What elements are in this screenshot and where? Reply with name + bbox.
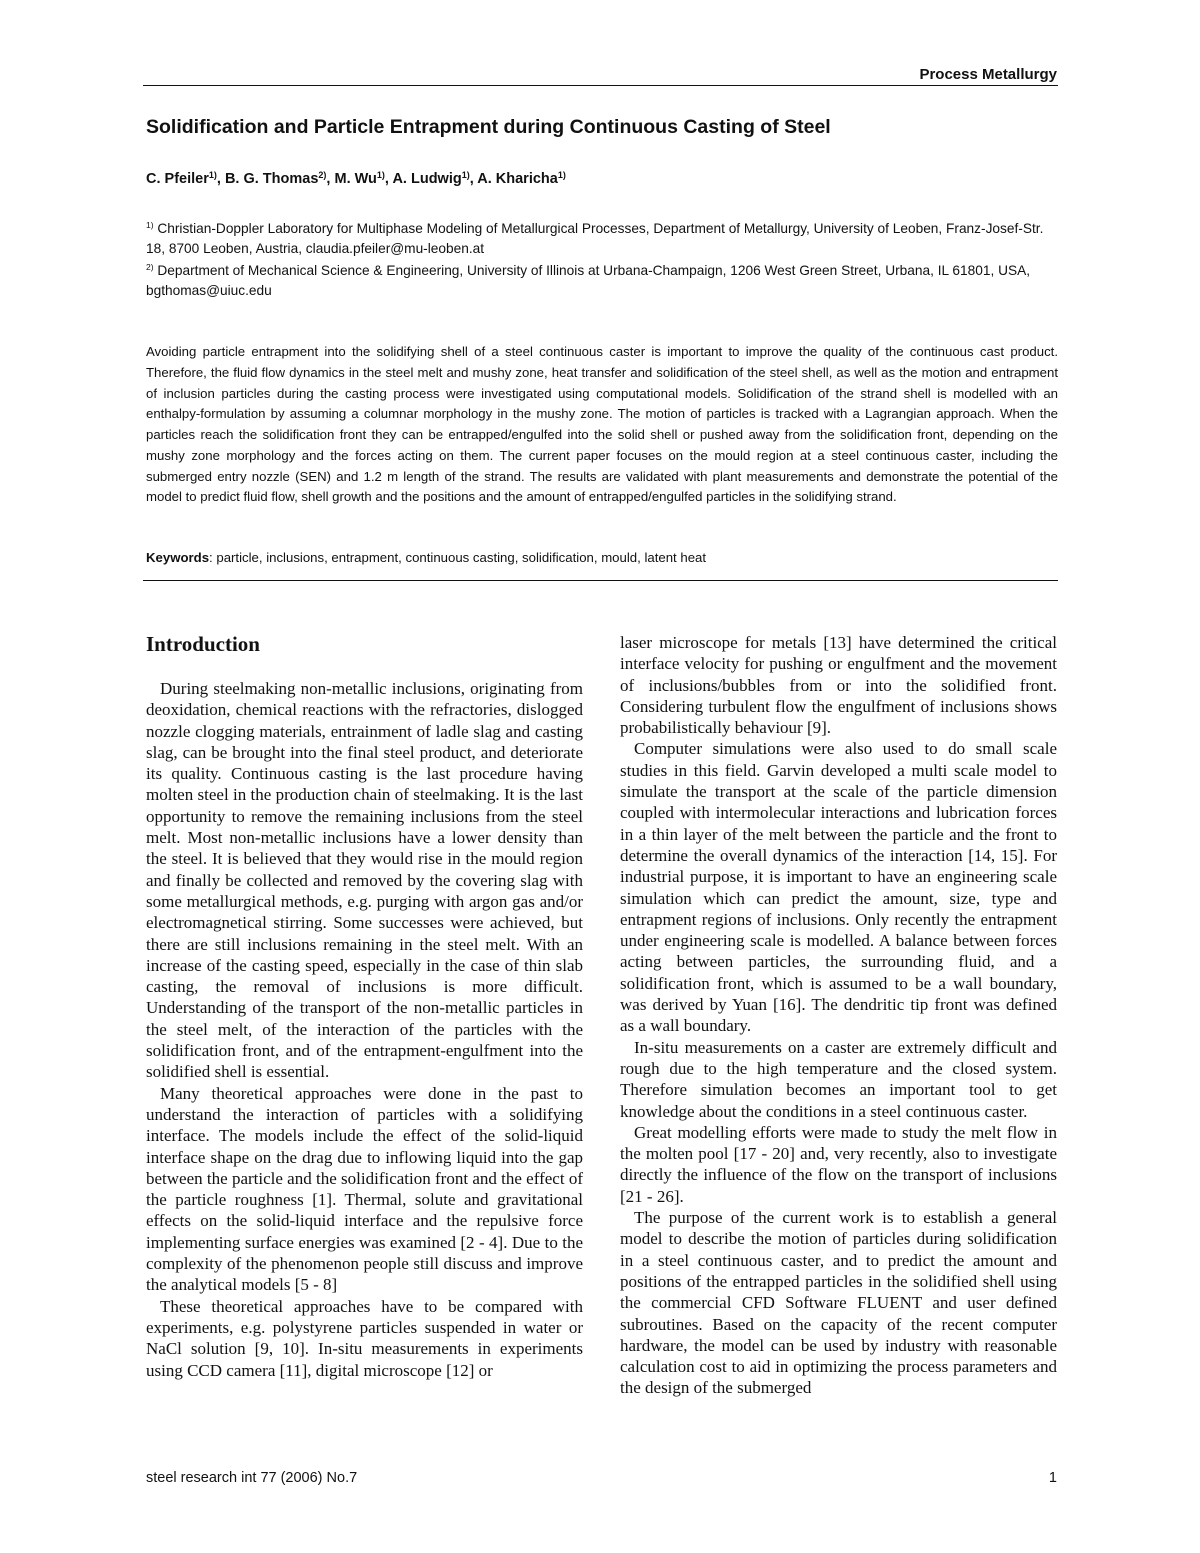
paragraph: Great modelling efforts were made to study the melt flow in the molten pool [17 - 20] and, very recently, also to investigate directly the influence of the flow on the transport of inclusions [21 - 26]. bbox=[620, 1122, 1057, 1206]
keywords-label: Keywords bbox=[146, 550, 210, 565]
abstract: Avoiding particle entrapment into the solidifying shell of a steel continuous caster is important to improve the quality of the continuous cast product. Therefore, the fluid flow dynamics in the steel melt and mushy zone, heat transfer and solidification of the steel shell, as well as the motion and entrapment of inclusion particles during the casting process were investigated using computational models. Solidification of the strand shell is modelled with an enthalpy-formulation by assuming a columnar morphology in the mushy zone. The motion of particles is tracked with a Lagrangian approach. When the particles reach the solidification front they can be entrapped/engulfed into the solid shell or pushed away from the solidification front, depending on the mushy zone morphology and the forces acting on them. The current paper focuses on the mould region at a steel continuous caster, including the submerged entry nozzle (SEN) and 1.2 m length of the strand. The results are validated with plant measurements and demonstrate the potential of the model to predict fluid flow, shell growth and the positions and the amount of entrapped/engulfed particles in the solidifying strand. bbox=[146, 344, 1058, 505]
paragraph: laser microscope for metals [13] have determined the critical interface velocity for pushing or engulfment and the movement of inclusions/bubbles from or into the solidified front. Considering turbulent flow the engulfment of inclusions shows probabilistically behaviour [9]. bbox=[620, 633, 1057, 738]
author-separator: , bbox=[216, 171, 225, 187]
footer-journal: steel research int 77 (2006) No.7 bbox=[146, 1470, 358, 1486]
affiliation-text: Department of Mechanical Science & Engineering, University of Illinois at Urbana-Champaign, 1206 West Green Street, Urbana, IL 61801, USA, bgthomas@uiuc.edu bbox=[146, 263, 1031, 298]
author-name: A. Ludwig bbox=[392, 171, 462, 187]
running-header: Process Metallurgy bbox=[919, 66, 1057, 83]
paragraph: Many theoretical approaches were done in the past to understand the interaction of particles with a solidifying interface. The models include the effect of the solid-liquid interface shape on the drag due to inflowing liquid into the gap between the particle and the solidification front and the effect of the particle roughness [1]. Thermal, solute and gravitational effects on the solid-liquid interface and the repulsive force implementing surface energies was examined [2 - 4]. Due to the complexity of the phenomenon people still discuss and improve the analytical models [5 - 8] bbox=[146, 1083, 583, 1295]
author-separator: , bbox=[469, 171, 478, 187]
paragraph: During steelmaking non-metallic inclusions, originating from deoxidation, chemical reactions with the refractories, dislogged nozzle clogging materials, entrainment of ladle slag and casting slag, can be brought into the final steel product, and deteriorate its quality. Continuous casting is the last procedure having molten steel in the production chain of steelmaking. It is the last opportunity to remove the remaining inclusions from the steel melt. Most non-metallic inclusions have a lower density than the steel. It is believed that they would rise in the mould region and finally be collected and removed by the covering slag with some metallurgical methods, e.g. purging with argon gas and/or electromagnetical stirring. Some successes were achieved, but there are still inclusions remaining in the steel melt. With an increase of the casting speed, especially in the case of thin slab casting, the removal of inclusions is more difficult. Understanding of the transport of the non-metallic particles in the steel melt, of the interaction of the particles with the solidification front, and of the entrapment-engulfment into the solidified shell is essential. bbox=[146, 679, 583, 1082]
text-column-left bbox=[146, 678, 583, 1381]
author-name: M. Wu bbox=[334, 171, 377, 187]
affiliation-1 bbox=[146, 219, 1058, 259]
section-heading-introduction: Introduction bbox=[146, 632, 260, 656]
author-list bbox=[146, 171, 566, 187]
affiliation-2 bbox=[146, 261, 1058, 301]
keywords bbox=[146, 550, 1058, 565]
affiliation-mark: 2) bbox=[146, 262, 154, 272]
section-rule bbox=[143, 580, 1058, 581]
author-affiliation-mark: 1) bbox=[376, 170, 385, 180]
header-rule bbox=[143, 85, 1058, 86]
paper-title: Solidification and Particle Entrapment during Continuous Casting of Steel bbox=[146, 116, 831, 138]
author-affiliation-mark: 1) bbox=[208, 170, 217, 180]
affiliation-text: Christian-Doppler Laboratory for Multiphase Modeling of Metallurgical Processes, Department of Metallurgy, University of Leoben, Franz-Josef-Str. 18, 8700 Leoben, Austria, claudia.pfeiler@mu-leoben.at bbox=[146, 221, 1044, 256]
author-affiliation-mark: 2) bbox=[318, 170, 327, 180]
keywords-text: : particle, inclusions, entrapment, continuous casting, solidification, mould, latent heat bbox=[209, 550, 707, 565]
paragraph: The purpose of the current work is to establish a general model to describe the motion of particles during solidification in a steel continuous caster, and to predict the amount and positions of the entrapped particles in the solidified shell using the commercial CFD Software FLUENT and user defined subroutines. Based on the capacity of the recent computer hardware, the model can be used by industry with reasonable calculation cost to aid in optimizing the process parameters and the design of the submerged bbox=[620, 1208, 1057, 1398]
author-affiliation-mark: 1) bbox=[461, 170, 470, 180]
paragraph: Computer simulations were also used to do small scale studies in this field. Garvin developed a multi scale model to simulate the transport at the scale of the particle dimension coupled with intermolecular interactions and lubrication forces in a thin layer of the melt between the particle and the front to determine the overall dynamics of the interaction [14, 15]. For industrial purpose, it is important to have an engineering scale simulation which can predict the amount, size, type and entrapment regions of inclusions. Only recently the entrapment under engineering scale is modelled. A balance between forces acting between particles, the surrounding fluid, and a solidification front, which is assumed to be a wall boundary, was derived by Yuan [16]. The dendritic tip front was defined as a wall boundary. bbox=[620, 739, 1057, 1036]
paragraph: These theoretical approaches have to be compared with experiments, e.g. polystyrene particles suspended in water or NaCl solution [9, 10]. In-situ measurements in experiments using CCD camera [11], digital microscope [12] or bbox=[146, 1296, 583, 1380]
author-name: A. Kharicha bbox=[477, 171, 558, 187]
paragraph: In-situ measurements on a caster are extremely difficult and rough due to the high temperature and the closed system. Therefore simulation becomes an important tool to get knowledge about the conditions in a steel continuous caster. bbox=[620, 1037, 1057, 1121]
affiliation-mark: 1) bbox=[146, 220, 154, 230]
author-name: C. Pfeiler bbox=[146, 171, 209, 187]
author-affiliation-mark: 1) bbox=[557, 170, 566, 180]
author-name: B. G. Thomas bbox=[224, 171, 319, 187]
text-column-right bbox=[620, 632, 1057, 1399]
page-number: 1 bbox=[1048, 1470, 1057, 1486]
author-separator: , bbox=[384, 171, 393, 187]
author-separator: , bbox=[326, 171, 335, 187]
